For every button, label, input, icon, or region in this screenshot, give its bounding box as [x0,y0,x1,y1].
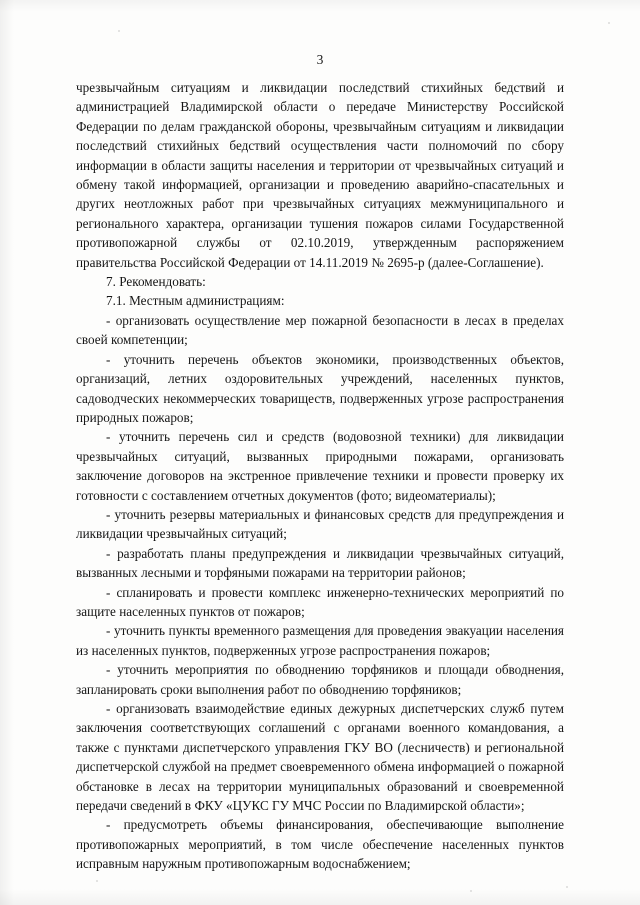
list-item: - разработать планы предупреждения и ликвидации чрезвычайных ситуаций, вызванных лесными и торфяными пожарами на территории районов; [76,545,564,581]
list-item: - предусмотреть объемы финансирования, обеспечивающие выполнение противопожарных мероприятий, в том числе обеспечение населенных пунктов исправным наружным противопожарным водоснабжением; [76,817,564,872]
scan-speck [608,22,610,24]
page-left-shadow [0,0,14,905]
document-body [76,78,564,874]
scan-speck [470,890,472,892]
page-number: 3 [316,52,324,67]
list-item: - уточнить пункты временного размещения для проведения эвакуации населения из населенных пунктов, подверженных угрозе распространения пожаров; [76,623,564,658]
scan-speck [118,30,120,32]
list-item: - уточнить перечень объектов экономики, производственных объектов, организаций, летних оздоровительных учреждений, населенных пунктов, садоводческих некоммерческих товариществ, подверженных угрозе распространения природных пожаров; [76,351,564,425]
paragraph-opening: чрезвычайным ситуациям и ликвидации последствий стихийных бедствий и администрацией Владимирской области о передаче Министерству Российской Федерации по делам гражданской обороны, чрезвычайным ситуациям и ликвидации последствий стихийных бедствий осуществления части полномочий по сбору информации в области защиты населения и территории от чрезвычайных ситуаций и обмену такой информацией, организации и проведению аварийно-спасательных и других неотложных работ при чрезвычайных ситуациях межмуниципального и регионального характера, организации тушения пожаров силами Государственной противопожарной службы от 02.10.2019, утвержденным распоряжением правительства Российской Федерации от 14.11.2019 № 2695-р (далее-Соглашение). [76,80,564,270]
page-top-shadow [0,0,640,12]
page-bottom-shadow [0,889,640,905]
scan-speck [566,886,568,888]
paragraph-item-7-1: 7.1. Местным администрациям: [106,293,285,309]
list-item: - уточнить мероприятия по обводнению торфяников и площади обводнения, запланировать сроки выполнения работ по обводнению торфяников; [76,662,564,697]
paragraph-item-7: 7. Рекомендовать: [106,274,206,290]
scan-speck [96,880,98,882]
list-item: - уточнить резервы материальных и финансовых средств для предупреждения и ликвидации чрезвычайных ситуаций; [76,506,564,542]
list-item: - спланировать и провести комплекс инженерно-технических мероприятий по защите населенных пунктов от пожаров; [76,584,564,619]
list-item: - уточнить перечень сил и средств (водовозной техники) для ликвидации чрезвычайных ситуаций, вызванных природными пожарами, организовать заключение договоров на экстренное привлечение техники и провести проверку их готовности с составлением отчетных документов (фото; видеоматериалы); [76,429,564,503]
list-item: - организовать взаимодействие единых дежурных диспетчерских служб путем заключения соответствующих соглашений с органами военного командования, а также с пунктами диспетчерского управления ГКУ ВО (лесничеств) и региональной диспетчерской службой на предмет своевременного обмена информацией о пожарной обстановке в лесах на территории муниципальных образований и своевременной передачи сведений в ФКУ «ЦУКС ГУ МЧС России по Владимирской области»; [76,701,564,814]
list-item: - организовать осуществление мер пожарной безопасности в лесах в пределах своей компетенции; [76,312,564,348]
